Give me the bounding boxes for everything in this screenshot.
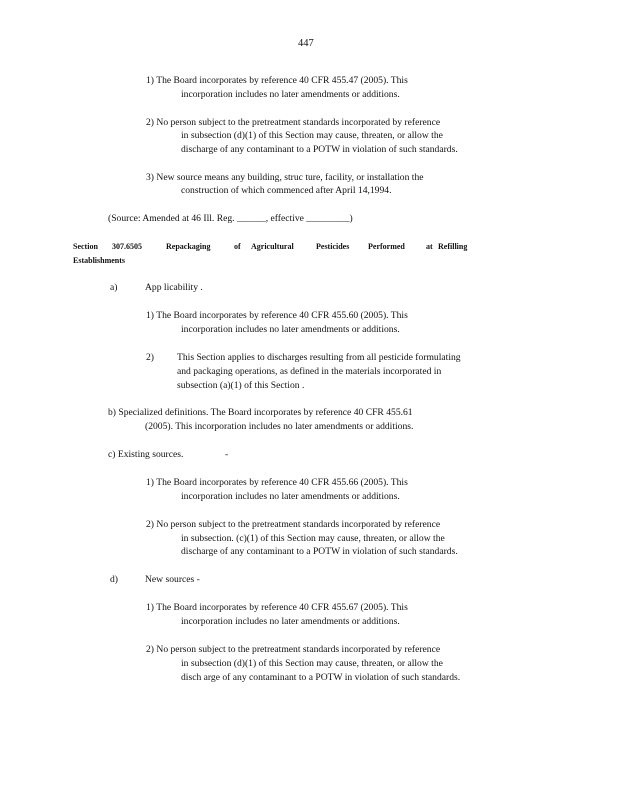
section-header-word: Performed xyxy=(368,242,405,251)
e-item-2-line-1: 2) No person subject to the pretreatment standards incorporated by reference xyxy=(146,117,441,128)
sub-b-line-2: (2005). This incorporation includes no later amendments or additions. xyxy=(145,421,414,432)
c-item-2-line-3: discharge of any contaminant to a POTW in violation of such standards. xyxy=(181,546,458,557)
e-item-3-line-2: construction of which commenced after April 14,1994. xyxy=(181,185,392,196)
d-item-1-line-1: 1) The Board incorporates by reference 40 CFR 455.67 (2005). This xyxy=(146,602,408,613)
section-header-word: Section xyxy=(73,242,98,251)
section-header-word: at xyxy=(426,242,433,251)
section-header-line-2: Establishments xyxy=(73,256,126,265)
a-item-1-line-1: 1) The Board incorporates by reference 40 CFR 455.60 (2005). This xyxy=(146,310,408,321)
e-item-1-line-2: incorporation includes no later amendments or additions. xyxy=(181,89,400,100)
d-item-2-line-2: in subsection (d)(1) of this Section may cause, threaten, or allow the xyxy=(181,658,443,669)
a-item-1-line-2: incorporation includes no later amendments or additions. xyxy=(181,324,400,335)
d-item-2-line-1: 2) No person subject to the pretreatment standards incorporated by reference xyxy=(146,644,441,655)
sub-b-line-1: b) Specialized definitions. The Board incorporates by reference 40 CFR 455.61 xyxy=(108,407,413,418)
source-note: (Source: Amended at 46 Ill. Reg. ______, effective _________) xyxy=(108,213,353,224)
sub-d-label: d) xyxy=(110,574,118,585)
sub-c-title: c) Existing sources. xyxy=(108,449,184,460)
section-header-word: 307.6505 xyxy=(112,242,142,251)
a-item-2-line-2: and packaging operations, as defined in the materials incorporated in xyxy=(177,366,442,377)
c-item-1-line-2: incorporation includes no later amendments or additions. xyxy=(181,491,400,502)
sub-a-title: App licability . xyxy=(145,282,203,293)
section-header-word: of xyxy=(234,242,241,251)
section-header-word: Refilling xyxy=(438,242,468,251)
e-item-2-line-2: in subsection (d)(1) of this Section may cause, threaten, or allow the xyxy=(181,130,443,141)
e-item-3-line-1: 3) New source means any building, struc ture, facility, or installation the xyxy=(146,172,424,183)
c-item-2-line-2: in subsection. (c)(1) of this Section may cause, threaten, or allow the xyxy=(181,533,445,544)
sub-d-title: New sources - xyxy=(145,574,200,585)
section-header-word: Agricultural xyxy=(251,242,294,251)
c-item-1-line-1: 1) The Board incorporates by reference 40 CFR 455.66 (2005). This xyxy=(146,477,408,488)
e-item-2-line-3: discharge of any contaminant to a POTW in violation of such standards. xyxy=(181,144,458,155)
d-item-1-line-2: incorporation includes no later amendments or additions. xyxy=(181,616,400,627)
a-item-2-line-1: This Section applies to discharges resulting from all pesticide formulating xyxy=(177,352,461,363)
a-item-2-num: 2) xyxy=(146,352,154,363)
sub-c-dash: - xyxy=(225,449,229,460)
c-item-2-line-1: 2) No person subject to the pretreatment standards incorporated by reference xyxy=(146,519,441,530)
section-header-word: Repackaging xyxy=(166,242,211,251)
e-item-1-line-1: 1) The Board incorporates by reference 40 CFR 455.47 (2005). This xyxy=(146,75,408,86)
page-number: 447 xyxy=(298,38,314,49)
sub-a-label: a) xyxy=(110,282,118,293)
a-item-2-line-3: subsection (a)(1) of this Section . xyxy=(177,380,305,391)
d-item-2-line-3: disch arge of any contaminant to a POTW in violation of such standards. xyxy=(181,672,461,683)
section-header-word: Pesticides xyxy=(316,242,350,251)
